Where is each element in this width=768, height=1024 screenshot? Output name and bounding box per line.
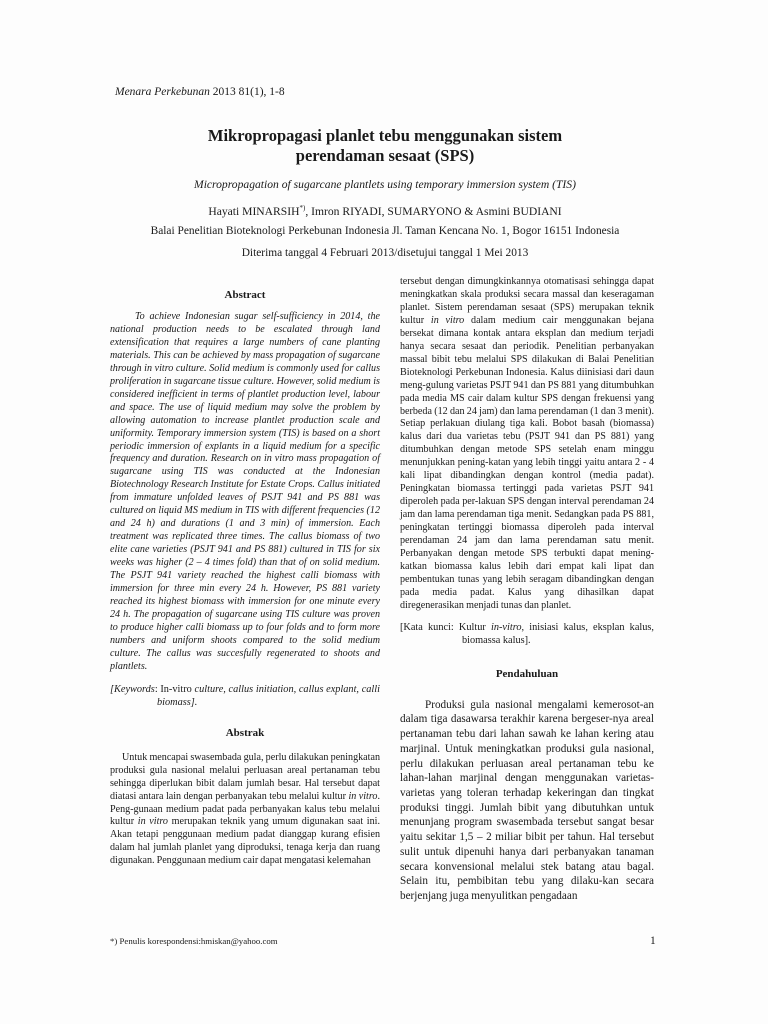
keywords-separator: :	[154, 683, 161, 695]
abstrak-text-b: . Peng-gunaan medium padat pada perbanyakan kalus tebu melalui kultur	[110, 790, 380, 828]
abstract-english: To achieve Indonesian sugar self-sufficiency in 2014, the national production needs to be escalated through land extensification that requires a large numbers of cane planting materials. This can be achieved by mass propagation of sugarcane through in vitro culture. Solid medium is commonly used for callus proliferation in sugarcane tissue culture. However, solid medium is considered inefficient in terms of plantlet production level, labour and space. The use of liquid medium may solve the problem by allowing automation to increase plantlet production scale and uniformity. Temporary immersion system (TIS) is based on a short periodic immersion of explants in a liquid medium for a specific frequency and duration. Research on in vitro mass propagation of sugarcane using TIS was conducted at the Indonesian Biotechnology Research Institute for Estate Crops. Callus initiated from immature unfolded leaves of PSJT 941 and PS 881 was cultured on liquid MS medium in TIS with different frequencies (12 and 24 h) and durations (1 and 3 min) of immersion. Each treatment was replicated three times. The callus biomass of two elite cane varieties (PSJT 941 and PS 881) cultured in TIS for six weeks was higher (2 – 4 times fold) than that of on solid medium. The PSJT 941 variety reached the highest calli biomass with immersion for three min every 24 h. However, PS 881 variety reached its highest biomass with immersion for one minute every 24 h. The propagation of sugarcane using TIS culture was proven to produce higher calli biomass up to four folds and to form more numbers and uniform shoots compared to the solid medium culture. The callus was succesfully regenerated to shoots and plantlets.	[110, 311, 380, 672]
received-accepted-dates: Diterima tanggal 4 Februari 2013/disetujui tanggal 1 Mei 2013	[241, 247, 529, 259]
keyword-invitro: In-vitro	[160, 683, 192, 695]
other-authors: , Imron RIYADI, SUMARYONO & Asmini BUDIANI	[305, 205, 562, 218]
author-list	[110, 205, 660, 219]
abstrak-text-a: Untuk mencapai swasembada gula, perlu dilakukan peningkatan produksi gula nasional melalui perluasan areal pertanaman tebu sehingga diperlukan bibit dalam jumlah besar. Hal tersebut dapat diatasi antara lain dengan perbanyakan tebu melalui kultur	[110, 751, 380, 802]
keywords-label: [Keywords	[110, 683, 155, 695]
page-number: 1	[650, 935, 656, 947]
journal-citation: 2013 81(1), 1-8	[212, 86, 285, 98]
abstrak-indonesian-part1	[110, 752, 380, 869]
title-line-1: Mikropropagasi planlet tebu menggunakan sistem	[207, 126, 563, 145]
abstrak-heading: Abstrak	[225, 726, 265, 739]
left-column	[110, 288, 380, 868]
abstrak-invitro-2: in vitro	[137, 816, 168, 828]
right-column	[400, 276, 654, 904]
introduction-heading: Pendahuluan	[495, 667, 559, 680]
kata-kunci-label: [Kata kunci: Kultur	[400, 621, 491, 633]
abstrak-cont-invitro: in vitro	[430, 314, 465, 326]
keywords-rest: culture, callus initiation, callus explant, calli biomass].	[157, 683, 380, 708]
title-line-2: perendaman sesaat (SPS)	[295, 146, 475, 165]
paper-title	[110, 126, 660, 166]
keywords-english	[110, 683, 380, 709]
corresponding-mark: *)	[299, 204, 306, 213]
abstrak-cont-b: dalam medium cair menggunakan bejana bersekat dimana kontak antara eksplan dan medium terjadi hanya secara sesaat dan periodik. Penelitian perbanyakan massal bibit tebu melalui SPS dilakukan di Balai Penelitian Bioteknologi Perkebunan Indonesia. Kalus diinisiasi dari daun meng-gulung varietas PSJT 941 dan PS 881 yang ditumbuhkan pada media MS cair dalam kultur SPS dengan frekuensi yang berbeda (12 dan 24 jam) dan lama perendaman (1 dan 3 menit). Setiap perlakuan diulang tiga kali. Bobot basah (biomassa) kalus dari dua varietas tebu (PSJT 941 dan PS 881) yang ditumbuhkan dengan metode SPS setelah enam minggu menunjukkan pening-katan yang lebih tinggi yaitu antara 2 - 4 kali lipat dibandingkan dengan kontrol (media padat). Peningkatan biomassa tertinggi pada varietas PSJT 941 diperoleh pada per-lakuan SPS dengan interval perendaman 24 jam dan lama perendaman tiga menit. Sedangkan pada PS 881, peningkatan tertinggi biomassa diperoleh pada interval perendaman 24 jam dan lama perendaman satu menit. Perbanyakan dengan metode SPS terbukti dapat mening-katkan biomassa kalus lebih dari empat kali lipat dan pembentukan tunas yang lebih seragam dibandingkan dengan pada media padat. Kalus yang dihasilkan dapat diregenerasikan menjadi tunas dan planlet.	[400, 314, 654, 611]
abstrak-indonesian-part2	[400, 276, 654, 613]
keywords-indonesian	[400, 621, 654, 647]
journal-name: Menara Perkebunan	[115, 86, 210, 98]
kata-kunci-invitro: in-vitro	[490, 621, 522, 633]
kata-kunci-rest: , inisiasi kalus, eksplan kalus, biomassa kalus].	[462, 621, 654, 646]
introduction-text: Produksi gula nasional mengalami kemerosot-an dalam tiga dasawarsa terakhir karena bergeser-nya areal pertanaman tebu dari lahan sawah ke lahan kering atau marjinal. Untuk meningkatkan produksi gula nasional, perlu dilakukan perluasan areal pertanaman tebu ke lahan-lahan marjinal dengan menggunakan varietas-varietas yang toleran terhadap kekeringan dan tingkat produksi tinggi. Jumlah bibit yang dibutuhkan untuk menunjang program swasembada tersebut sangat besar yaitu sekitar 1,5 – 2 miliar bibit per tahun. Hal tersebut sulit untuk dipenuhi hanya dari perbanyakan tanaman secara konvensional melalui stek batang atau bagal. Selain itu, pembibitan tebu yang dilaku-kan secara berjenjang juga menyulitkan pengadaan	[400, 698, 654, 902]
first-author: Hayati MINARSIH	[208, 205, 300, 218]
abstrak-cont-a: tersebut dengan dimungkinkannya otomatisasi sehingga dapat meningkatkan skala produksi secara massal dan keseragaman planlet. Sistem perendaman sesaat (SPS) merupakan teknik kultur	[400, 276, 654, 326]
affiliation: Balai Penelitian Bioteknologi Perkebunan Indonesia Jl. Taman Kencana No. 1, Bogor 16151 Indonesia	[150, 225, 620, 237]
corresponding-author-footnote: *) Penulis korespondensi:hmiskan@yahoo.com	[110, 936, 278, 946]
abstract-heading: Abstract	[224, 289, 266, 301]
abstrak-invitro-1: in vitro	[348, 790, 378, 802]
english-title: Micropropagation of sugarcane plantlets using temporary immersion system (TIS)	[194, 178, 576, 191]
running-head	[115, 85, 285, 99]
abstrak-text-c: merupakan teknik yang umum digunakan saat ini. Akan tetapi penggunaan medium padat dianggap kurang efisien dalam hal jumlah planlet yang diproduksi, tenaga kerja dan ruang digunakan. Penggunaan medium cair dapat mengatasi kelemahan	[110, 816, 380, 867]
